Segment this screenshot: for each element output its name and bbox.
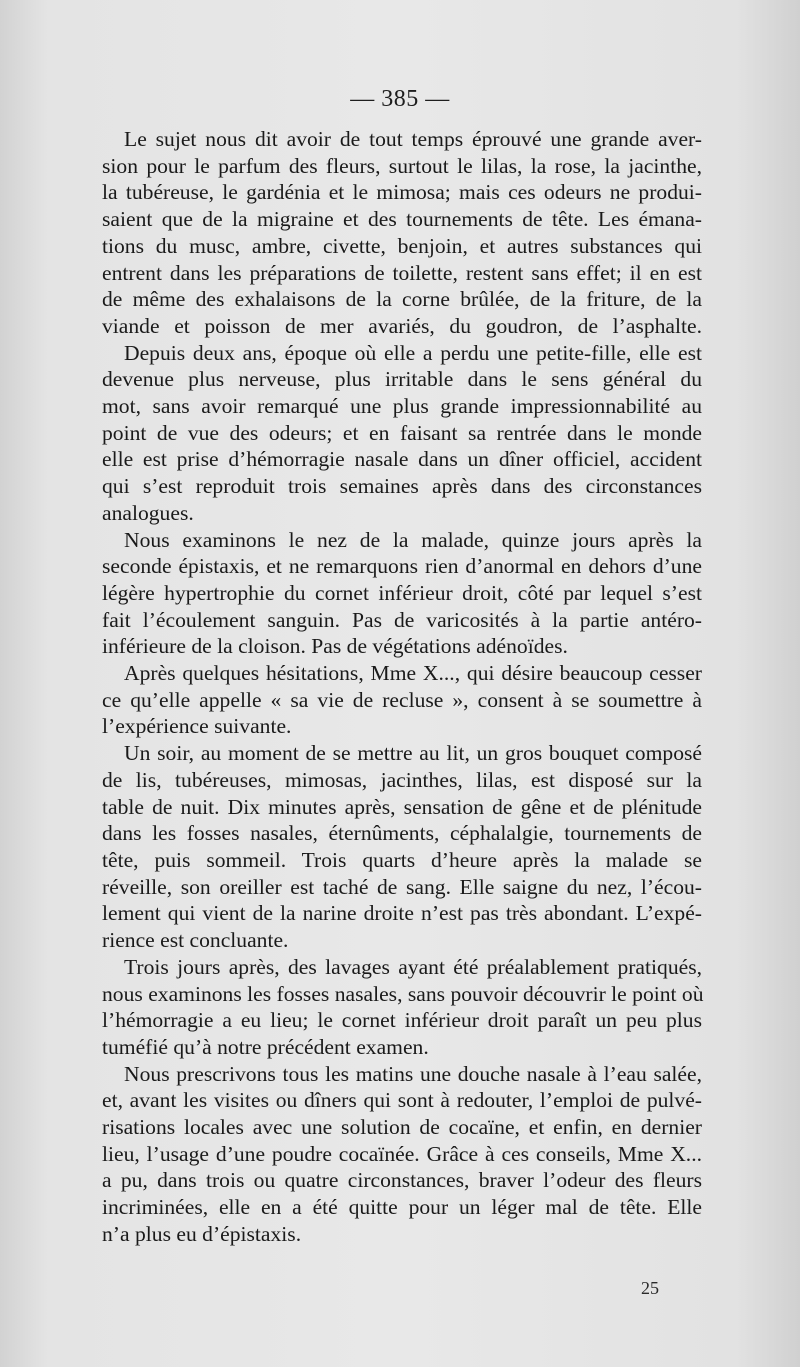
text-line: Nous examinons le nez de la malade, quinze jours après la: [124, 527, 702, 552]
text-line: Nous prescrivons tous les matins une douche nasale à l’eau salée,: [124, 1061, 702, 1086]
text-line: risations locales avec une solution de cocaïne, et enfin, en dernier: [102, 1115, 702, 1140]
text-line: mot, sans avoir remarqué une plus grande impressionnabilité au: [102, 394, 702, 419]
text-line: la tubéreuse, le gardénia et le mimosa; mais ces odeurs ne produi-: [102, 180, 702, 205]
text-line: légère hypertrophie du cornet inférieur droit, côté par lequel s’est: [102, 580, 702, 605]
text-line: n’a plus eu d’épistaxis.: [102, 1221, 302, 1246]
text-line: qui s’est reproduit trois semaines après dans des circonstances: [102, 474, 702, 499]
text-line: devenue plus nerveuse, plus irritable dans le sens général du: [102, 367, 702, 392]
text-line: ce qu’elle appelle « sa vie de recluse », consent à se soumettre à: [102, 687, 702, 712]
text-line: a pu, dans trois ou quatre circonstances, braver l’odeur des fleurs: [102, 1168, 702, 1193]
text-line: de même des exhalaisons de la corne brûlée, de la friture, de la: [102, 287, 702, 312]
text-line: fait l’écoulement sanguin. Pas de varicosités à la partie antéro-: [102, 607, 702, 632]
text-line: lieu, l’usage d’une poudre cocaïnée. Grâce à ces conseils, Mme X...: [102, 1141, 702, 1166]
paragraph-4: [80, 660, 702, 740]
text-line: analogues.: [102, 500, 194, 525]
paragraph-5: [80, 740, 702, 954]
text-line: incriminées, elle en a été quitte pour un léger mal de tête. Elle: [102, 1195, 702, 1220]
text-line: entrent dans les préparations de toilette, restent sans effet; il en est: [102, 260, 702, 285]
text-line: Après quelques hésitations, Mme X..., qui désire beaucoup cesser: [124, 661, 702, 686]
text-line: l’expérience suivante.: [102, 714, 292, 739]
text-line: Trois jours après, des lavages ayant été préalablement pratiqués,: [124, 954, 702, 979]
paragraph-1: [80, 126, 702, 340]
text-line: Depuis deux ans, époque où elle a perdu une petite-fille, elle est: [124, 340, 702, 365]
paragraph-7: [80, 1061, 702, 1248]
text-line: sion pour le parfum des fleurs, surtout le lilas, la rose, la jacinthe,: [102, 153, 702, 178]
text-line: réveille, son oreiller est taché de sang. Elle saigne du nez, l’écou-: [102, 874, 702, 899]
page-number: — 385 —: [350, 86, 450, 112]
text-line: nous examinons les fosses nasales, sans pouvoir découvrir le point où: [102, 981, 704, 1006]
text-line: l’hémorragie a eu lieu; le cornet inférieur droit paraît un peu plus: [102, 1008, 702, 1033]
text-line: point de vue des odeurs; et en faisant sa rentrée dans le monde: [102, 420, 702, 445]
paragraph-3: [80, 527, 702, 661]
text-line: tuméfié qu’à notre précédent examen.: [102, 1034, 429, 1059]
paragraph-2: [80, 340, 702, 527]
text-line: seconde épistaxis, et ne remarquons rien d’anormal en dehors d’une: [102, 554, 702, 579]
text-line: Un soir, au moment de se mettre au lit, un gros bouquet composé: [124, 741, 702, 766]
text-line: saient que de la migraine et des tournements de tête. Les émana-: [102, 207, 702, 232]
text-line: dans les fosses nasales, éternûments, céphalalgie, tournements de: [102, 821, 702, 846]
text-line: et, avant les visites ou dîners qui sont à redouter, l’emploi de pulvé-: [102, 1088, 702, 1113]
text-line: tête, puis sommeil. Trois quarts d’heure après la malade se: [102, 847, 702, 872]
text-line: de lis, tubéreuses, mimosas, jacinthes, lilas, est disposé sur la: [102, 767, 702, 792]
text-line: Le sujet nous dit avoir de tout temps éprouvé une grande aver-: [124, 127, 702, 151]
signature-mark: 25: [641, 1278, 659, 1298]
text-line: table de nuit. Dix minutes après, sensation de gêne et de plénitude: [102, 794, 702, 819]
body-text: [80, 126, 702, 1248]
text-line: rience est concluante.: [102, 928, 289, 953]
paragraph-6: [80, 954, 702, 1061]
text-line: tions du musc, ambre, civette, benjoin, et autres substances qui: [102, 233, 702, 258]
text-line: viande et poisson de mer avariés, du goudron, de l’asphalte.: [102, 313, 702, 338]
text-line: inférieure de la cloison. Pas de végétations adénoïdes.: [102, 634, 568, 659]
text-line: lement qui vient de la narine droite n’est pas très abondant. L’expé-: [102, 901, 702, 926]
text-line: elle est prise d’hémorragie nasale dans un dîner officiel, accident: [102, 447, 702, 472]
